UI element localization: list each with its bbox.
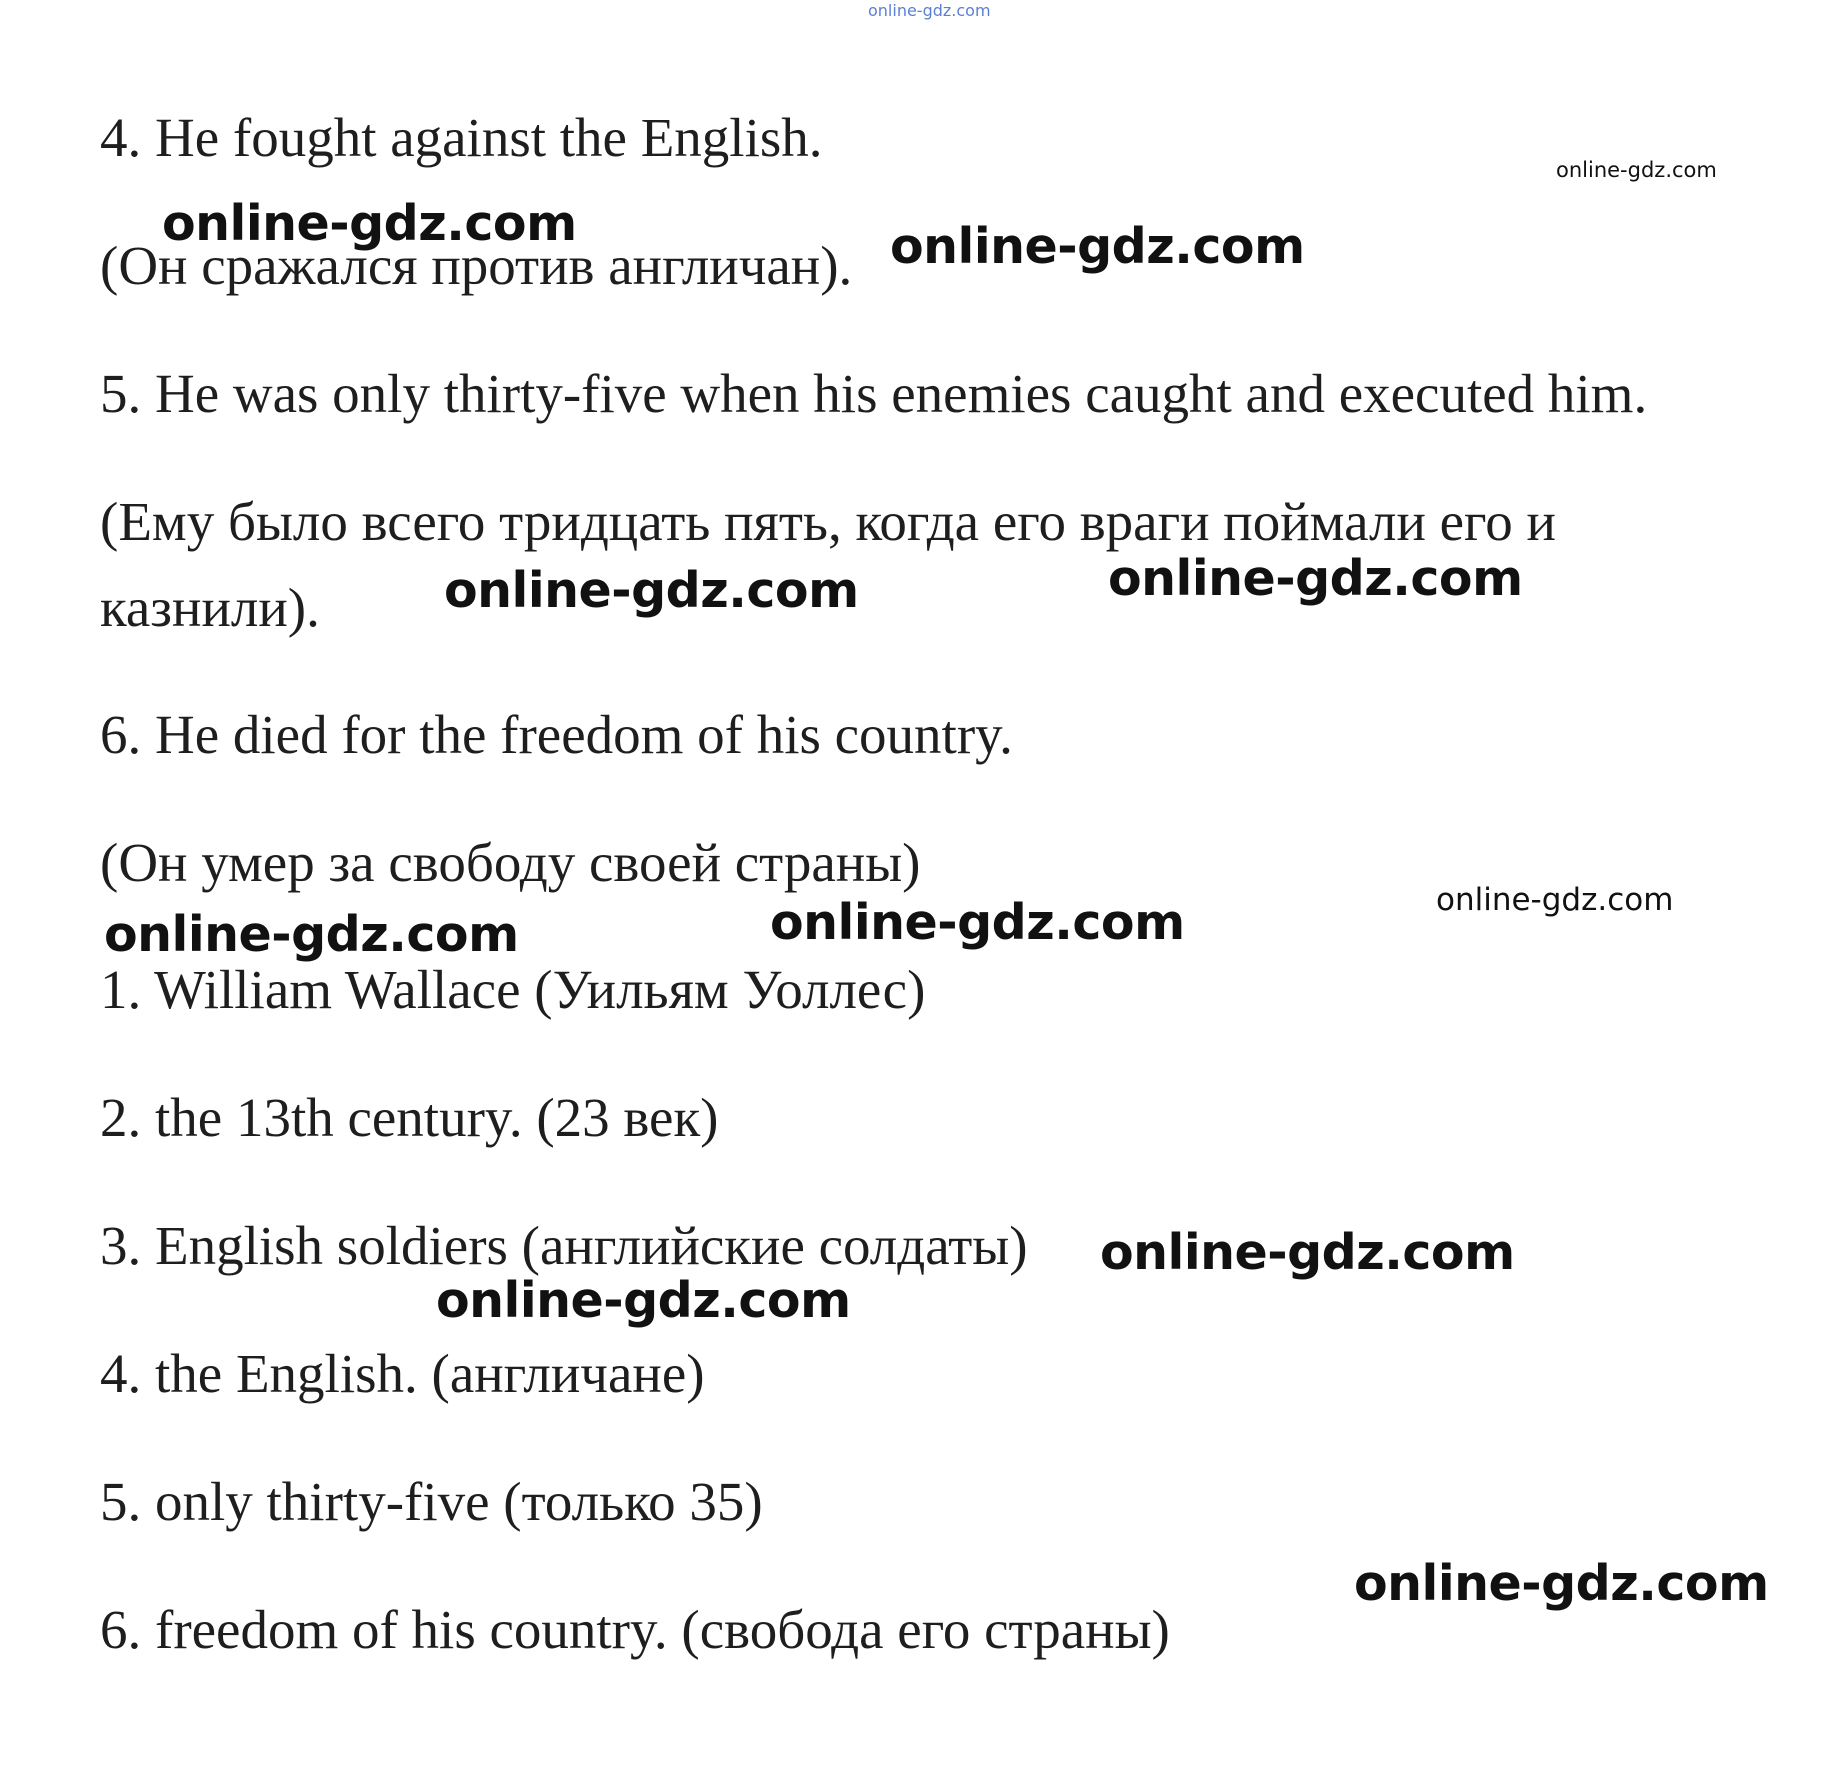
watermark: online-gdz.com — [104, 906, 519, 963]
sentence-line: 6. He died for the freedom of his country. — [100, 704, 1013, 765]
watermark: online-gdz.com — [162, 195, 577, 252]
watermark: online-gdz.com — [1108, 550, 1523, 607]
answer-line: 4. the English. (англичане) — [100, 1343, 705, 1404]
sentence-line: (Ему было всего тридцать пять, когда его враги поймали его и — [100, 491, 1556, 552]
sentence-line: казнили). — [100, 577, 320, 638]
sentence-line: 4. He fought against the English. — [100, 107, 823, 168]
answer-line: 3. English soldiers (английские солдаты) — [100, 1215, 1028, 1276]
watermark: online-gdz.com — [1436, 882, 1674, 918]
watermark: online-gdz.com — [436, 1272, 851, 1329]
sentence-line: 5. He was only thirty-five when his enemies caught and executed him. — [100, 363, 1648, 424]
answer-line: 6. freedom of his country. (свобода его страны) — [100, 1599, 1170, 1660]
watermark: online-gdz.com — [770, 894, 1185, 951]
watermark: online-gdz.com — [444, 562, 859, 619]
sentence-line: (Он умер за свободу своей страны) — [100, 832, 921, 893]
sentence-line: (Он сражался против англичан). — [100, 235, 853, 296]
watermark: online-gdz.com — [868, 1, 991, 20]
answer-line: 2. the 13th century. (23 век) — [100, 1087, 719, 1148]
watermark: online-gdz.com — [890, 218, 1305, 275]
watermark: online-gdz.com — [1556, 158, 1717, 182]
answer-line: 5. only thirty-five (только 35) — [100, 1471, 763, 1532]
watermark: online-gdz.com — [1100, 1224, 1515, 1281]
watermark: online-gdz.com — [1354, 1555, 1769, 1612]
answer-line: 1. William Wallace (Уильям Уоллес) — [100, 959, 926, 1020]
